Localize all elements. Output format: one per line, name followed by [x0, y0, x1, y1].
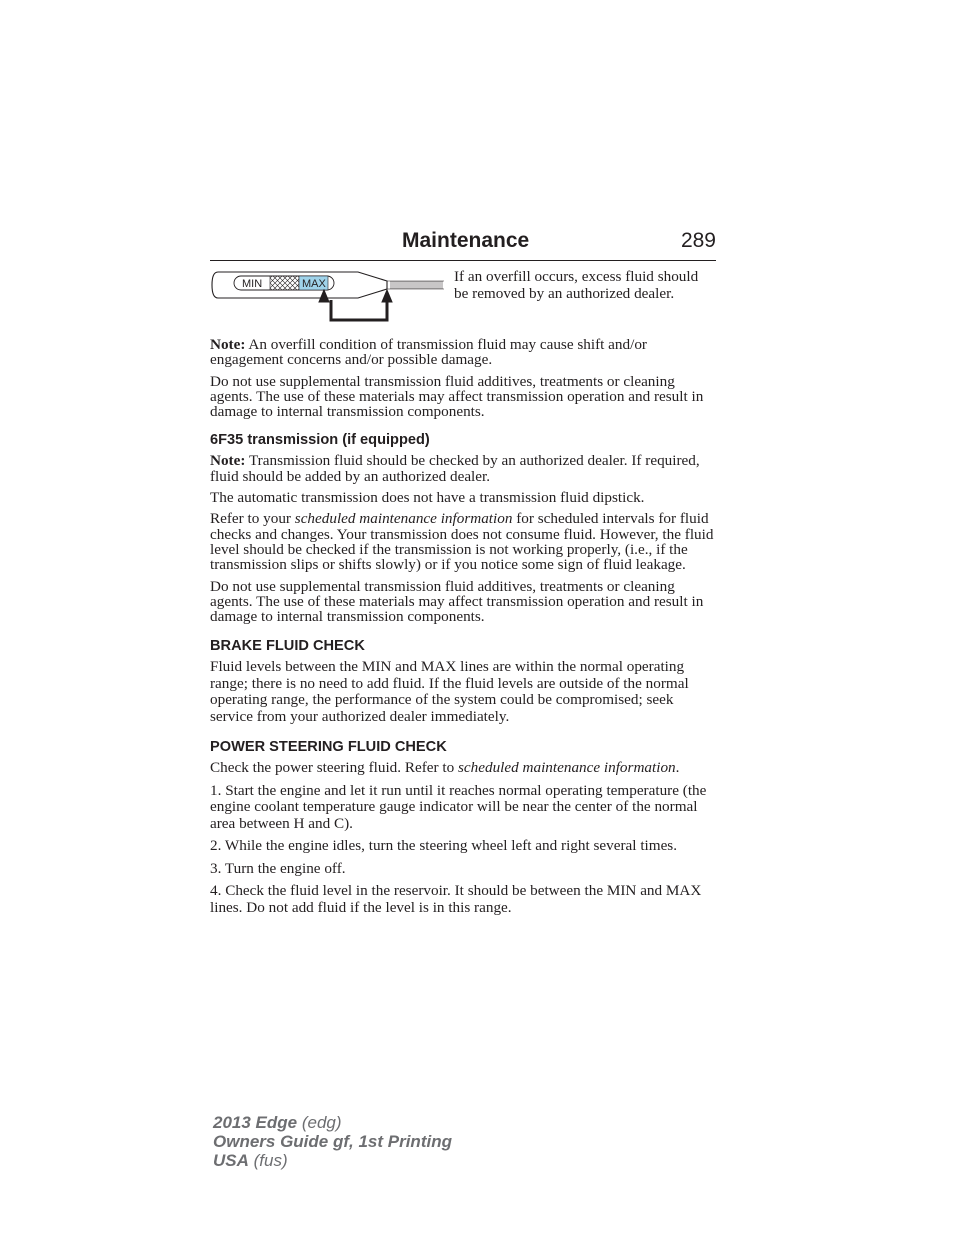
paragraph-additives: Do not use supplemental transmission fluid additives, treatments or cleaning agents. The use of these materials may affect transmission operation and result in damage to internal transmission components. — [210, 372, 704, 421]
page-header — [210, 228, 716, 261]
max-label: MAX — [302, 278, 326, 290]
note-text: An overfill condition of transmission fluid may cause shift and/or engagement concerns and/or possible damage. — [210, 336, 647, 369]
step-2: 2. While the engine idles, turn the steering wheel left and right several times. — [210, 837, 678, 855]
footer-bold: 2013 Edge — [213, 1113, 298, 1132]
footer-code: (edg) — [297, 1113, 342, 1132]
page-footer — [213, 1113, 452, 1170]
page-number: 289 — [680, 229, 716, 252]
paragraph-brake-fluid: Fluid levels between the MIN and MAX lines are within the normal operating range; there is no need to add fluid. If the fluid levels are outside of the normal operating range, the performance of the system could be compromised; seek service from your authorized dealer immediately. — [210, 658, 689, 725]
paragraph-refer-schedule — [210, 511, 716, 572]
text-span: Check the power steering fluid. Refer to — [210, 759, 458, 777]
text-span: for scheduled intervals for fluid checks and changes. Your transmission does not consume fluid. However, the fluid level should be checked if the transmission is not working properly, (i.e., if the transmission slips or shifts slowly) or if you notice some sign of fluid leakage. — [210, 510, 714, 574]
footer-code: (fus) — [248, 1151, 288, 1170]
heading-power-steering: POWER STEERING FLUID CHECK — [210, 739, 447, 756]
footer-model — [213, 1113, 452, 1132]
paragraph-power-steering — [210, 760, 716, 777]
paragraph-no-dipstick: The automatic transmission does not have a transmission fluid dipstick. — [210, 489, 645, 507]
step-4: 4. Check the fluid level in the reservoir. It should be between the MIN and MAX lines. Do not add fluid if the level is in this range. — [210, 882, 702, 916]
note-label: Note: — [210, 452, 246, 470]
heading-6f35: 6F35 transmission (if equipped) — [210, 432, 430, 449]
min-label: MIN — [242, 278, 263, 290]
footer-guide — [213, 1132, 452, 1151]
figure-caption: If an overfill occurs, excess fluid should be removed by an authorized dealer. — [454, 268, 699, 302]
step-3: 3. Turn the engine off. — [210, 859, 346, 877]
italic-reference: scheduled maintenance information — [457, 759, 676, 777]
note-text: Transmission fluid should be checked by an authorized dealer. If required, fluid should be added by an authorized dealer. — [210, 452, 700, 485]
text-span: Refer to your — [210, 510, 295, 528]
note-overfill — [210, 337, 716, 368]
italic-reference: scheduled maintenance information — [294, 510, 513, 528]
step-1: 1. Start the engine and let it run until it reaches normal operating temperature (the engine coolant temperature gauge indicator will be near the center of the normal area between H and C). — [210, 781, 707, 832]
paragraph-additives: Do not use supplemental transmission fluid additives, treatments or cleaning agents. The use of these materials may affect transmission operation and result in damage to internal transmission components. — [210, 577, 704, 626]
note-label: Note: — [210, 336, 246, 353]
text-span: . — [675, 759, 680, 777]
footer-bold: USA — [213, 1151, 249, 1170]
dipstick-diagram-icon — [210, 268, 446, 324]
section-title: Maintenance — [402, 229, 530, 252]
heading-brake-fluid: BRAKE FLUID CHECK — [210, 638, 365, 655]
note-dealer — [210, 453, 716, 484]
footer-bold: Owners Guide gf, 1st Printing — [213, 1132, 452, 1151]
body-text — [210, 337, 716, 922]
footer-region — [213, 1151, 452, 1170]
